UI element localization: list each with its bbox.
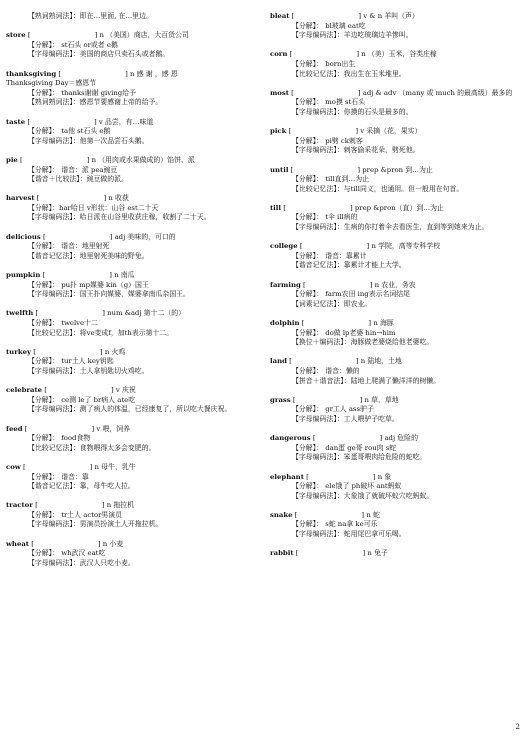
dictionary-entry <box>6 156 258 185</box>
phonetic-bracket-close: ] <box>99 347 103 356</box>
dictionary-entry <box>270 166 520 195</box>
phonetic-bracket-close: ] <box>372 472 376 481</box>
phonetic-bracket-open: [ <box>301 319 305 327</box>
entry-note: 【分解】： gr工人 ass驴子 <box>292 405 374 414</box>
phonetic-bracket-open: [ <box>295 549 299 558</box>
entry-word: corn <box>270 50 288 59</box>
entry-definition: n 陆地，土地 <box>360 357 402 366</box>
entry-note: 【分解】： t伞 ill病的 <box>292 213 358 222</box>
phonetic-bracket-open: [ <box>306 472 309 481</box>
phonetic-bracket-close: ] <box>379 434 383 443</box>
entry-word: pumpkin <box>6 271 41 280</box>
entry-definition: v 庆祝 <box>115 386 136 395</box>
entry-note: 【分解】： 谐音：派 pea豌豆 <box>28 165 118 174</box>
entry-note: 【分解】： do做 lp老婆 hin→him <box>292 328 396 337</box>
phonetic-bracket-close: ] <box>94 31 98 40</box>
phonetic-bracket-close: ] <box>355 357 359 366</box>
entry-word: dolphin <box>270 319 300 327</box>
entry-definition: n 感 谢 ，感 恩 <box>130 69 178 78</box>
dictionary-entry <box>270 511 520 540</box>
phonetic-bracket-open: [ <box>283 203 286 212</box>
dictionary-entry <box>270 12 520 41</box>
phonetic-bracket-close: ] <box>357 165 361 174</box>
dictionary-entry <box>270 319 520 348</box>
entry-note: 【谐音记忆法】：地里射死美味的野兔。 <box>28 251 149 260</box>
entry-note: 【字母编码法】：国王扑向媒婆，媒婆拿南瓜杂国王。 <box>28 290 190 299</box>
entry-headline <box>270 166 520 176</box>
dictionary-entry <box>270 473 520 502</box>
dictionary-entry <box>6 31 258 60</box>
entry-note: 【比较记忆法】：与till同义，也通用。但一般用在句首。 <box>292 184 464 193</box>
phonetic-bracket-close: ] <box>357 88 361 97</box>
phonetic-bracket-close: ] <box>358 12 362 20</box>
entry-note: 【字母编码法】：武汉人只吃小麦。 <box>28 558 135 567</box>
entry-extra: Thanksgiving Day＝感恩节 <box>6 79 97 88</box>
entry-word: dangerous <box>270 434 311 443</box>
entry-note: 【分解】： ce测 le了 br病人 ate吃 <box>28 395 136 404</box>
entry-headline <box>6 463 258 473</box>
entry-definition: num &adj 第十二（的） <box>107 309 186 318</box>
phonetic-bracket-open: [ <box>20 155 23 164</box>
phonetic-bracket-close: ] <box>109 271 112 280</box>
phonetic-bracket-close: ] <box>89 462 93 471</box>
entry-note: 【字母编码法】：哈日派在山谷里收获庄稼，收割了二十天。 <box>28 213 211 222</box>
dictionary-entry <box>6 386 258 415</box>
entry-note: 【分解】： thanks谢谢 giving给予 <box>28 88 136 97</box>
entry-note: 【分解】： tr土人 actor男演员 <box>28 510 123 519</box>
entry-headline <box>270 357 520 367</box>
dictionary-entry <box>270 434 520 463</box>
right-column <box>270 12 520 568</box>
entry-headline <box>270 396 520 406</box>
entry-note: 【分解】： till直到…为止 <box>292 175 370 184</box>
entry-headline <box>6 348 258 358</box>
entry-definition: n 学院，高等专科学校 <box>371 242 441 251</box>
entry-word: most <box>270 88 289 97</box>
entry-note: 【分解】： ta他 st石头 e鹅 <box>28 127 111 136</box>
entry-headline <box>6 70 258 80</box>
entry-word: store <box>6 31 26 40</box>
entry-word: wheat <box>6 539 29 548</box>
dictionary-entry <box>270 242 520 271</box>
dictionary-entry <box>270 549 520 559</box>
entry-word: elephant <box>270 472 304 481</box>
entry-headline <box>270 281 520 291</box>
entry-headline <box>270 89 520 99</box>
entry-definition: n 蛇 <box>366 510 380 519</box>
entry-word: rabbit <box>270 549 294 558</box>
dictionary-entry <box>6 425 258 454</box>
phonetic-bracket-open: [ <box>289 357 292 366</box>
phonetic-bracket-open: [ <box>35 501 38 510</box>
left-column <box>6 12 258 578</box>
phonetic-bracket-open: [ <box>42 271 46 280</box>
entry-definition: adj 危险的 <box>384 434 418 443</box>
entry-note: 【分解】： pu扑 mp媒婆 kin（g）国王 <box>28 280 149 289</box>
entry-definition: n 南瓜 <box>114 271 135 280</box>
entry-headline <box>6 501 258 511</box>
entry-definition: adj & adv （many 或 much 的最高级）最多的 <box>362 88 513 97</box>
entry-note: 【分解】： st石头 or或者 e鹅 <box>28 40 118 49</box>
phonetic-bracket-open: [ <box>289 50 293 59</box>
entry-note: 【字母编码法】：他第一次品尝石头鹅。 <box>28 136 149 145</box>
entry-note: 【分解】： born出生 <box>292 59 356 68</box>
entry-definition: prep &pron（直）到…为止 <box>354 203 444 212</box>
entry-note: 【分解】： s蛇 na拿 ke可乐 <box>292 520 378 529</box>
entry-note: 【分解】：har哈日 v形状：山谷 est二十天 <box>28 203 159 212</box>
entry-definition: n 小麦 <box>102 539 124 548</box>
entry-word: thanksgiving <box>6 69 57 78</box>
dictionary-entry <box>6 463 258 492</box>
entry-note: 【熟词熟词法】：即在…里面, 在…里边。 <box>28 12 153 20</box>
entry-note: 【熟词熟词法】：感恩节要感谢上帝的给予。 <box>28 98 163 107</box>
entry-definition: n 兔子 <box>367 549 388 558</box>
entry-definition: n 拖拉机 <box>106 501 135 510</box>
phonetic-bracket-open: [ <box>22 462 26 471</box>
phonetic-bracket-close: ] <box>359 395 363 404</box>
entry-note: 【分解】： wh武汉 eat吃 <box>28 549 106 558</box>
entry-definition: n （用肉或水果做成的）馅饼、派 <box>91 155 195 164</box>
entry-note: 【字母编码法】：笨蛋哥喂肉给危险的蛇吃。 <box>292 453 427 462</box>
entry-headline <box>270 319 520 329</box>
entry-note: 【字母编码法】：男演员扮演土人开拖拉机。 <box>28 520 163 529</box>
phonetic-bracket-close: ] <box>97 539 101 548</box>
dictionary-entry <box>6 70 258 108</box>
dictionary-entry <box>6 309 258 338</box>
dictionary-entry <box>270 204 520 233</box>
entry-headline <box>6 194 258 204</box>
entry-definition: adj 美味的，可口的 <box>114 232 176 241</box>
dictionary-entry <box>270 127 520 156</box>
entry-word: delicious <box>6 232 41 241</box>
dictionary-entry <box>6 233 258 262</box>
entry-note: 【比较记忆法】：将ve变成f，加th表示第十二。 <box>28 328 174 337</box>
entry-headline <box>6 425 258 435</box>
page-number: 2 <box>515 723 520 732</box>
entry-note: 【分解】： 谐音：靠累计 <box>292 251 367 260</box>
phonetic-bracket-close: ] <box>109 232 113 241</box>
entry-headline <box>6 309 258 319</box>
phonetic-bracket-open: [ <box>290 165 294 174</box>
dictionary-entry <box>270 89 520 118</box>
dictionary-entry <box>270 396 520 425</box>
phonetic-bracket-open: [ <box>31 539 34 548</box>
entry-definition: n 母牛，乳牛 <box>94 462 136 471</box>
entry-word: turkey <box>6 347 31 356</box>
entry-word: feed <box>6 424 23 433</box>
entry-word: pick <box>270 127 287 136</box>
entry-note: 【分解】： mo摸 st石头 <box>292 98 366 107</box>
phonetic-bracket-open: [ <box>27 117 31 126</box>
entry-note: 【字母编码法】：羊边吃玻璃边羊惨叫。 <box>292 31 413 40</box>
entry-definition: v & n 羊叫（声） <box>363 12 419 20</box>
entry-note: 【分解】： 谐音：地里射死 <box>28 242 110 251</box>
entry-definition: n （美国）商店，大百货公司 <box>99 31 189 40</box>
entry-definition: n 海豚 <box>373 319 394 327</box>
phonetic-bracket-open: [ <box>303 280 306 289</box>
entry-word: pie <box>6 155 18 164</box>
entry-headline <box>6 271 258 281</box>
phonetic-bracket-close: ] <box>91 424 95 433</box>
phonetic-bracket-close: ] <box>103 194 107 203</box>
phonetic-bracket-close: ] <box>101 501 105 510</box>
entry-word: twelfth <box>6 309 34 318</box>
dictionary-entry <box>270 281 520 310</box>
phonetic-bracket-close: ] <box>349 203 353 212</box>
phonetic-bracket-open: [ <box>288 127 292 136</box>
entry-note: 【字母编码法】：测了病人的体温，已经康复了，所以吃大餐庆祝。 <box>28 405 232 414</box>
entry-note: 【分解】： tur土人 key钥匙 <box>28 357 114 366</box>
phonetic-bracket-open: [ <box>42 232 46 241</box>
entry-word: harvest <box>6 194 35 203</box>
entry-word: taste <box>6 117 26 126</box>
entry-headline <box>270 50 520 60</box>
entry-definition: n 农业，务农 <box>374 280 416 289</box>
entry-headline <box>270 242 520 252</box>
entry-note: 【字母编码法】：大象饿了就破坏蚁穴吃蚂蚁。 <box>292 491 434 500</box>
entry-word: celebrate <box>6 386 43 395</box>
entry-note: 【分解】： food食物 <box>28 434 91 443</box>
phonetic-bracket-close: ] <box>110 386 114 395</box>
phonetic-bracket-open: [ <box>292 395 296 404</box>
entry-note: 【分解】： bl玻璃 eat吃 <box>292 21 366 30</box>
dictionary-entry <box>270 50 520 79</box>
entry-definition: n 收获 <box>108 194 129 203</box>
entry-headline <box>270 12 520 22</box>
phonetic-bracket-open: [ <box>35 309 39 318</box>
phonetic-bracket-open: [ <box>299 242 303 251</box>
entry-word: till <box>270 203 282 212</box>
dictionary-entry <box>270 357 520 386</box>
entry-note: 【字母编码法】：美国的商店只卖石头或者鹅。 <box>28 50 170 59</box>
phonetic-bracket-open: [ <box>44 386 47 395</box>
entry-note: 【字母编码法】：土人拿钥匙切火鸡吃。 <box>28 366 149 375</box>
entry-note: 【拼音＋谐音法】：陆地上爬满了懒洋洋的树懒。 <box>292 376 441 385</box>
entry-word: college <box>270 242 298 251</box>
entry-note: 【分解】： twelve十二 <box>28 319 98 327</box>
entry-headline <box>6 233 258 243</box>
phonetic-bracket-close: ] <box>362 549 366 558</box>
entry-note: 【谐音＋比较法】：豌豆做的派。 <box>28 175 128 184</box>
entry-word: grass <box>270 395 291 404</box>
entry-note: 【换位＋编码法】：海豚做老婆烧给他老婆吃。 <box>292 338 434 347</box>
entry-definition: n 火鸡 <box>104 347 126 356</box>
entry-note: 【字母编码法】：工人喂驴子吃草。 <box>292 414 399 423</box>
entry-definition: prep &pron 到…为止 <box>362 165 433 174</box>
entry-definition: v 采摘（花，果实） <box>360 127 422 136</box>
entry-note: 【比较记忆法】：食物喂得太多会变肥的。 <box>28 443 156 452</box>
entry-note: 【分解】： ele饿了 ph破坏 ant蚂蚁 <box>292 482 402 491</box>
dictionary-entry <box>6 540 258 569</box>
entry-note: 【分解】： farm农田 ing表示名词结尾 <box>292 290 411 299</box>
dictionary-entry <box>6 12 258 22</box>
phonetic-bracket-close: ] <box>94 117 97 126</box>
phonetic-bracket-open: [ <box>58 69 62 78</box>
entry-note: 【分解】： dan蛋 ge哥 rou肉 s蛇 <box>292 443 397 452</box>
entry-note: 【词素记忆法】：即农业。 <box>292 299 372 308</box>
dictionary-entry <box>6 271 258 300</box>
entry-note: 【字母编码法】：蛇用尾巴拿可乐喝。 <box>292 530 406 539</box>
phonetic-bracket-close: ] <box>355 127 359 136</box>
phonetic-bracket-close: ] <box>361 510 365 519</box>
phonetic-bracket-close: ] <box>356 50 360 59</box>
phonetic-bracket-open: [ <box>33 347 36 356</box>
dictionary-entry <box>6 194 258 223</box>
phonetic-bracket-close: ] <box>368 319 372 327</box>
phonetic-bracket-open: [ <box>36 194 40 203</box>
entry-headline <box>6 118 258 128</box>
phonetic-bracket-open: [ <box>24 424 28 433</box>
dictionary-entry <box>6 348 258 377</box>
phonetic-bracket-close: ] <box>366 242 370 251</box>
entry-note: 【比较记忆法】：我出生在玉米堆里。 <box>292 69 406 78</box>
entry-definition: v 品尝，有…味道 <box>98 117 154 126</box>
entry-note: 【谐音记忆法】：靠，母牛吃人拉。 <box>28 482 135 491</box>
phonetic-bracket-open: [ <box>312 434 316 443</box>
entry-note: 【字母编码法】：刺客偷采花朵，劈死他。 <box>292 146 420 155</box>
phonetic-bracket-close: ] <box>102 309 105 318</box>
entry-definition: n 草，草地 <box>364 395 399 404</box>
entry-note: 【字母编码法】：你摸的石头是最多的。 <box>292 107 413 116</box>
phonetic-bracket-open: [ <box>291 88 294 97</box>
entry-headline <box>270 434 520 444</box>
entry-definition: v 喂，饲养 <box>96 424 131 433</box>
phonetic-bracket-open: [ <box>27 31 31 40</box>
entry-headline <box>270 127 520 137</box>
dictionary-entry <box>6 501 258 530</box>
phonetic-bracket-open: [ <box>294 510 298 519</box>
entry-headline <box>270 549 520 559</box>
entry-headline <box>6 386 258 396</box>
phonetic-bracket-open: [ <box>291 12 295 20</box>
phonetic-bracket-close: ] <box>86 155 90 164</box>
entry-word: bleat <box>270 12 290 20</box>
phonetic-bracket-close: ] <box>125 69 128 78</box>
entry-definition: n （美）玉米，谷类庄稼 <box>361 50 437 59</box>
dictionary-entry <box>6 118 258 147</box>
entry-headline <box>270 473 520 483</box>
entry-headline <box>6 540 258 550</box>
entry-note: 【字母编码法】：生病的你打着伞去看医生，直到等到她来为止。 <box>292 223 489 232</box>
entry-headline <box>6 156 258 166</box>
entry-note: 【分解】： 谐音：懒的 <box>292 366 360 375</box>
phonetic-bracket-close: ] <box>369 280 373 289</box>
entry-word: farming <box>270 280 301 289</box>
entry-headline <box>6 31 258 41</box>
entry-word: until <box>270 165 289 174</box>
entry-note: 【分解】： 谐音：靠 <box>28 472 89 481</box>
entry-word: tractor <box>6 501 33 510</box>
entry-word: cow <box>6 462 21 471</box>
entry-definition: n 象 <box>377 472 392 481</box>
entry-note: 【谐音记忆法】：靠累计才能上大学。 <box>292 261 406 270</box>
entry-word: snake <box>270 510 293 519</box>
entry-note: 【分解】： pi劈 ck刺客 <box>292 136 363 145</box>
entry-word: land <box>270 357 287 366</box>
